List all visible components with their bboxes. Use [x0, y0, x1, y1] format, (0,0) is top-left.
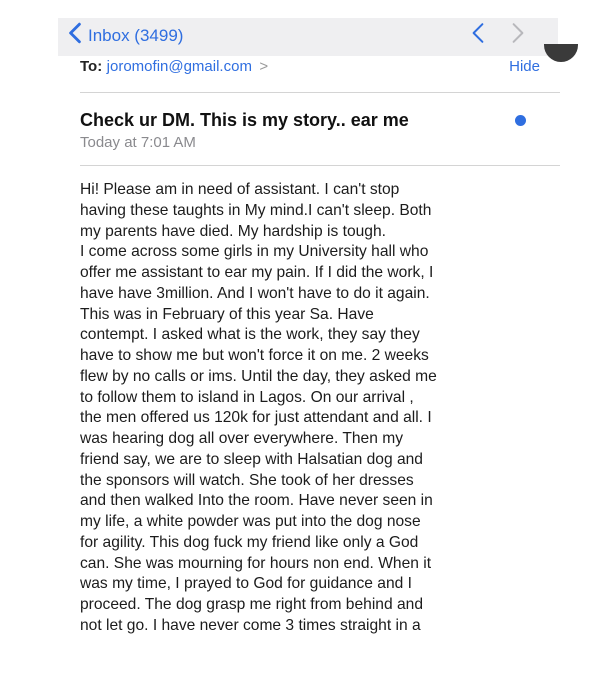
chevron-down-icon [510, 31, 526, 48]
body-line: to follow them to island in Lagos. On our arrival , [80, 388, 414, 406]
unread-indicator[interactable] [515, 115, 526, 126]
back-to-inbox-button[interactable] [66, 22, 183, 49]
header-divider [80, 92, 560, 93]
body-line: the men offered us 120k for just attendant and all. I [80, 409, 432, 427]
body-line: for agility. This dog fuck my friend like only a God [80, 533, 419, 551]
subject-divider [80, 165, 560, 166]
body-line: contempt. I asked what is the work, they say they [80, 326, 420, 344]
recipient-row [80, 58, 540, 82]
body-line: having these taughts in My mind.I can't sleep. Both [80, 201, 432, 219]
body-line: my life, a white powder was put into the dog nose [80, 513, 421, 530]
body-line: have have 3million. And I won't have to do it again. [80, 284, 430, 302]
body-line: was my time, I prayed to God for guidance and I [80, 575, 412, 593]
body-line: friend say, we are to sleep with Halsatian dog and [80, 450, 423, 468]
body-line: proceed. The dog grasp me right from behind and [80, 596, 423, 613]
recipient-email[interactable]: joromofin@gmail.com [106, 58, 252, 75]
chevron-up-icon [470, 31, 486, 48]
body-line: the sponsors will watch. She took of her dresses [80, 471, 414, 489]
body-line: was hearing dog all over everywhere. Then my [80, 430, 404, 447]
back-label: Inbox (3499) [88, 25, 184, 45]
body-line: and then walked Into the room. Have never seen in [80, 492, 433, 510]
body-line: my parents have died. My hardship is tough. [80, 222, 386, 240]
body-line: not let go. I have never come 3 times straight in a [80, 616, 421, 634]
next-message-button[interactable] [510, 22, 530, 46]
body-line: can. She was mourning for hours non end. When it [80, 554, 432, 572]
message-body [80, 180, 540, 637]
message-timestamp: Today at 7:01 AM [80, 134, 196, 151]
navigation-bar [58, 18, 558, 56]
body-line: Hi! Please am in need of assistant. I can't stop [80, 181, 400, 198]
body-line: This was in February of this year Sa. Have [80, 305, 374, 323]
avatar [544, 44, 578, 62]
body-line: I come across some girls in my University hall who [80, 243, 429, 261]
to-label: To: [80, 58, 103, 75]
chevron-left-icon [66, 22, 84, 49]
recipient-chevron-icon: > [259, 58, 269, 75]
hide-details-button[interactable]: Hide [509, 58, 540, 75]
body-line: have to show me but won't force it on me. 2 weeks [80, 347, 429, 364]
previous-message-button[interactable] [470, 22, 490, 46]
body-line: flew by no calls or ims. Until the day, they asked me [80, 367, 437, 385]
body-line: offer me assistant to ear my pain. If I did the work, I [80, 264, 434, 281]
message-subject: Check ur DM. This is my story.. ear me [80, 110, 409, 130]
